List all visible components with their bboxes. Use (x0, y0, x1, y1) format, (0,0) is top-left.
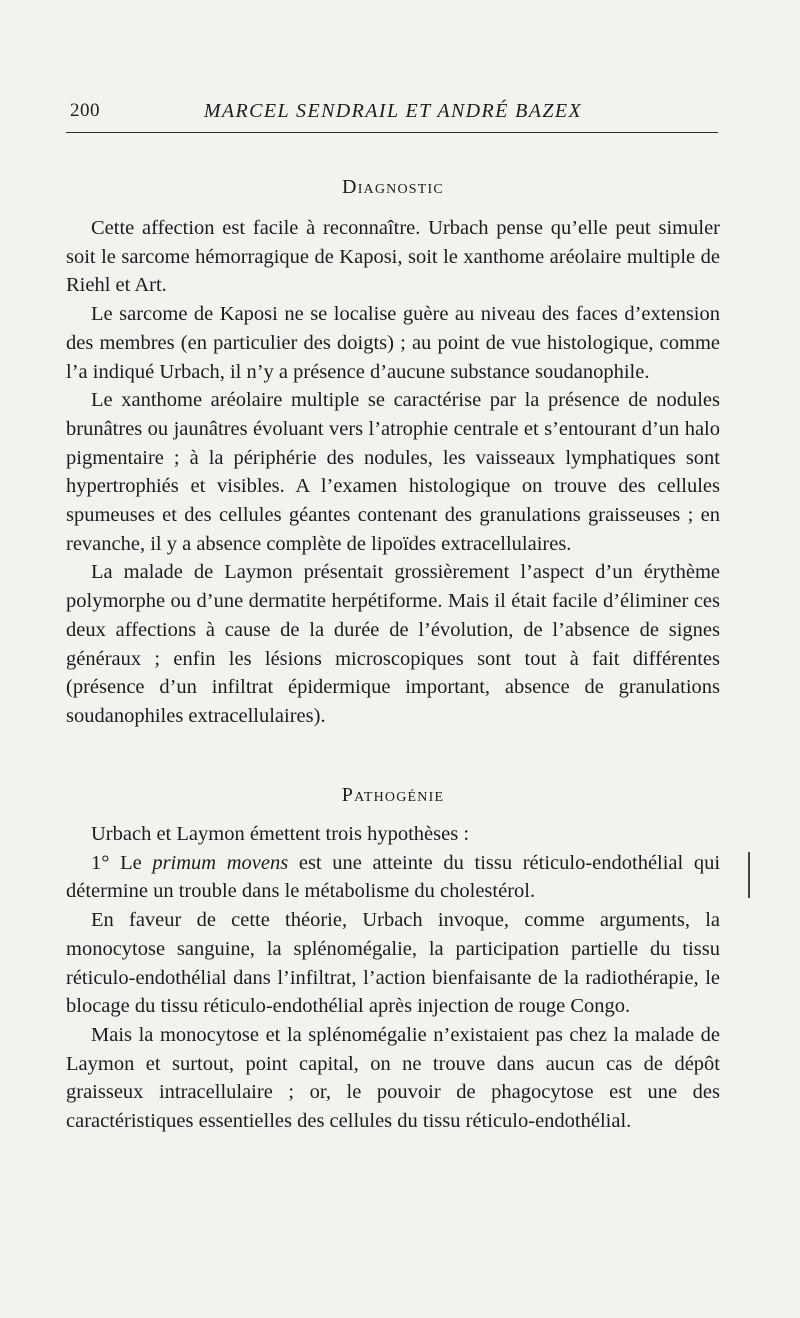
section-heading-pathogenie: Pathogénie (341, 784, 445, 806)
hypothesis-prefix: Le (120, 851, 142, 874)
hypothesis-text: est une atteinte du tissu réticulo-endothélial qui détermine un trouble dans le métabolisme du cholestérol. (66, 851, 721, 903)
numbered-hypothesis (66, 849, 720, 906)
margin-mark (748, 852, 750, 898)
page-number: 200 (70, 100, 100, 121)
diagnostic-section-body (66, 214, 720, 731)
pathogenie-section-body (66, 820, 720, 1136)
paragraph: En faveur de cette théorie, Urbach invoque, comme arguments, la monocytose sanguine, la splénomégalie, la participation partielle du tissu réticulo-endothélial dans l’infiltrat, l’action bienfaisante de la radiothérapie, le blocage du tissu réticulo-endothélial après injection de rouge Congo. (66, 909, 720, 1018)
section-heading-diagnostic: Diagnostic (342, 176, 444, 198)
paragraph: Le xanthome aréolaire multiple se caractérise par la présence de nodules brunâtres ou jaunâtres évoluant vers l’atrophie centrale et s’entourant d’un halo pigmentaire ; à la périphérie des nodules, les vaisseaux lymphatiques sont hypertrophiés et visibles. A l’examen histologique on trouve des cellules spumeuses et des cellules géantes contenant des granulations graisseuses ; en revanche, il y a absence complète de lipoïdes extracellulaires. (66, 389, 720, 555)
hypothesis-emphasis: primum movens (152, 851, 289, 874)
paragraph: Mais la monocytose et la splénomégalie n’existaient pas chez la malade de Laymon et surtout, point capital, on ne trouve dans aucun cas de dépôt graisseux intracellulaire ; or, le pouvoir de phagocytose est une des caractéristiques essentielles des cellules du tissu réticulo-endothélial. (66, 1023, 720, 1133)
paragraph: La malade de Laymon présentait grossièrement l’aspect d’un érythème polymorphe ou d’une dermatite herpétiforme. Mais il était facile d’éliminer ces deux affections à cause de la durée de l’évolution, de l’absence de signes généraux ; enfin les lésions microscopiques sont tout à fait différentes (présence d’un infiltrat épidermique important, absence de granulations soudanophiles extracellulaires). (66, 561, 720, 727)
paragraph: Le sarcome de Kaposi ne se localise guère au niveau des faces d’extension des membres (en particulier des doigts) ; au point de vue histologique, comme l’a indiqué Urbach, il n’y a présence d’aucune substance soudanophile. (66, 303, 720, 383)
paragraph-intro: Urbach et Laymon émettent trois hypothèses : (91, 823, 470, 845)
running-head (66, 100, 720, 124)
hypothesis-number: 1° (91, 851, 110, 874)
running-title: MARCEL SENDRAIL ET ANDRÉ BAZEX (203, 100, 583, 122)
paragraph: Cette affection est facile à reconnaître. Urbach pense qu’elle peut simuler soit le sarcome hémorragique de Kaposi, soit le xanthome aréolaire multiple de Riehl et Art. (66, 217, 720, 297)
header-rule (66, 132, 718, 133)
